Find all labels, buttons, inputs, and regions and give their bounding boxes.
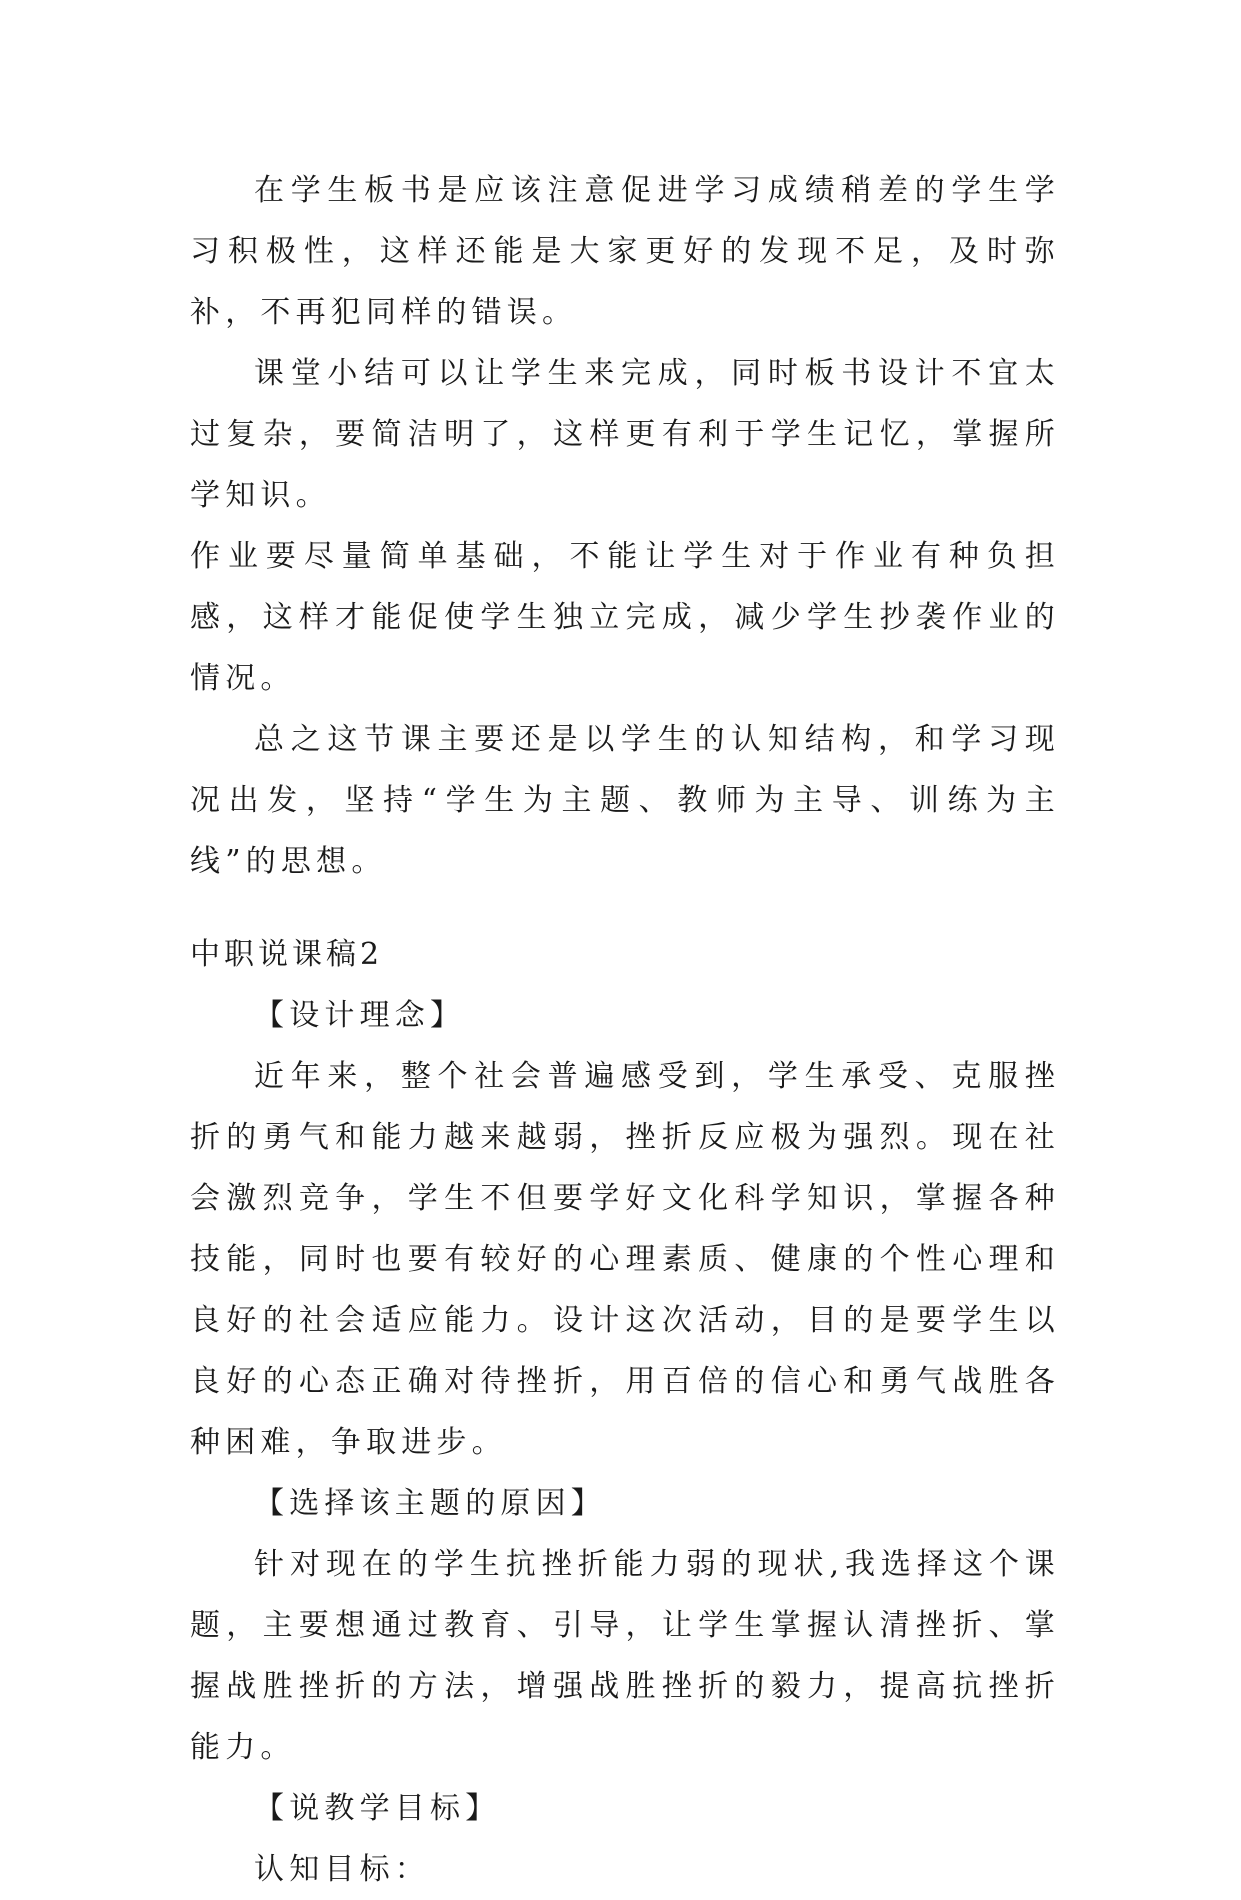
reason-heading: 【选择该主题的原因】 bbox=[254, 1486, 606, 1521]
section-title: 中职说课稿2 bbox=[190, 937, 384, 972]
reason-paragraph: 针对现在的学生抗挫折能力弱的现状,我选择这个课题，主要想通过教育、引导，让学生掌握认清挫折、掌握战胜挫折的方法，增强战胜挫折的毅力，提高抗挫折能力。 bbox=[190, 1547, 1060, 1765]
paragraph-summary: 课堂小结可以让学生来完成，同时板书设计不宜太过复杂，要简洁明了，这样更有利于学生记忆，掌握所学知识。 bbox=[190, 356, 1060, 513]
cognitive-goal-label: 认知目标： bbox=[254, 1852, 430, 1887]
design-paragraph: 近年来，整个社会普遍感受到，学生承受、克服挫折的勇气和能力越来越弱，挫折反应极为强烈。现在社会激烈竞争，学生不但要学好文化科学知识，掌握各种技能，同时也要有较好的心理素质、健康的个性心理和良好的社会适应能力。设计这次活动，目的是要学生以良好的心态正确对待挫折，用百倍的信心和勇气战胜各种困难，争取进步。 bbox=[190, 1059, 1060, 1460]
paragraph-blackboard: 在学生板书是应该注意促进学习成绩稍差的学生学习积极性，这样还能是大家更好的发现不足，及时弥补，不再犯同样的错误。 bbox=[190, 173, 1060, 330]
document-body bbox=[190, 160, 1060, 1900]
design-heading: 【设计理念】 bbox=[254, 998, 466, 1033]
paragraph-conclusion: 总之这节课主要还是以学生的认知结构，和学习现况出发，坚持“学生为主题、教师为主导、训练为主线”的思想。 bbox=[190, 722, 1060, 879]
goal-heading: 【说教学目标】 bbox=[254, 1791, 501, 1826]
paragraph-homework: 作业要尽量简单基础，不能让学生对于作业有种负担感，这样才能促使学生独立完成，减少学生抄袭作业的情况。 bbox=[190, 539, 1060, 696]
